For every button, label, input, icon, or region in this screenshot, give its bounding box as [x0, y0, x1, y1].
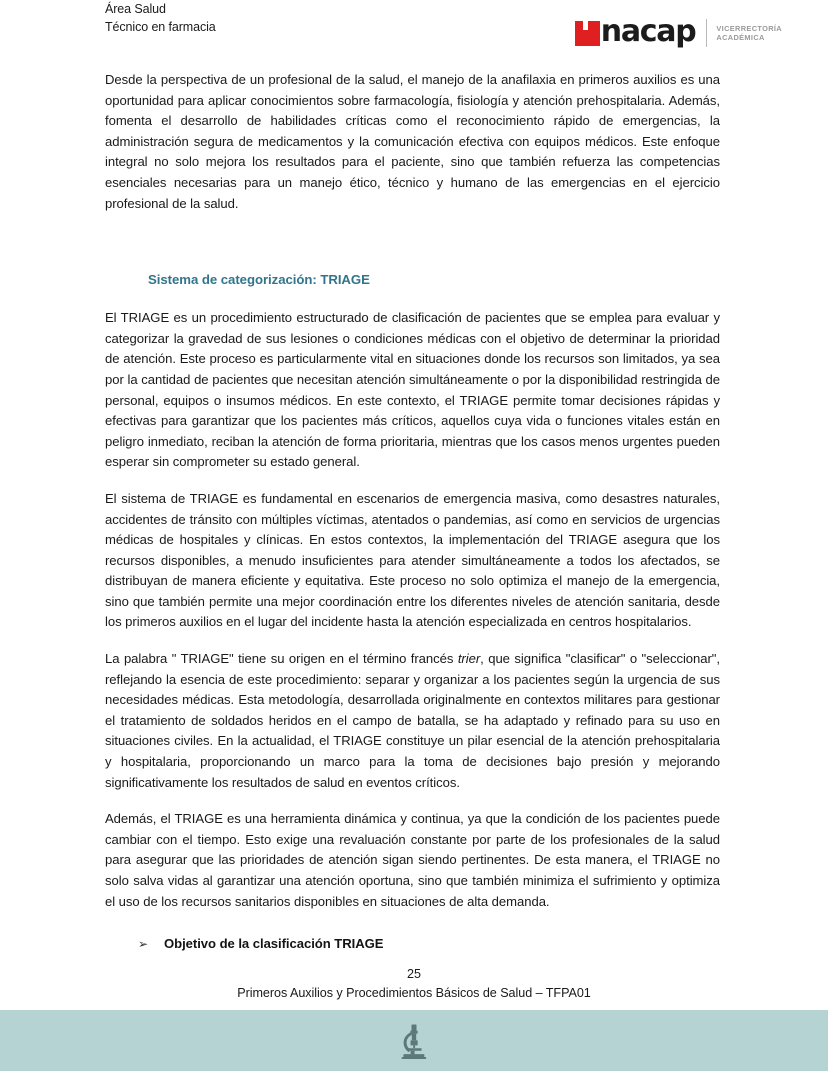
footer-band — [0, 1010, 828, 1071]
paragraph-triage-dynamic: Además, el TRIAGE es una herramienta dinámica y continua, ya que la condición de los pacientes puede cambiar con el tiempo. Esto exige una revaluación constante por parte de los profesionales de la salud para asegurar que las prioridades de atención sigan siendo pertinentes. De esta manera, el TRIAGE no solo salva vidas al garantizar una atención oportuna, sino que también minimiza el sufrimiento y optimiza el uso de los recursos sanitarios disponibles en situaciones de alta demanda. — [105, 811, 720, 909]
logo-subtitle-line2: ACADÉMICA — [716, 33, 765, 42]
footer-course-title: Primeros Auxilios y Procedimientos Básicos de Salud – TFPA01 — [237, 986, 591, 1000]
logo-subtitle — [716, 24, 782, 42]
bullet-label: Objetivo de la clasificación TRIAGE — [164, 936, 384, 951]
logo-subtitle-line1: VICERRECTORÍA — [716, 23, 782, 33]
header-area-line: Área Salud — [105, 2, 166, 16]
paragraph-triage-scenarios: El sistema de TRIAGE es fundamental en escenarios de emergencia masiva, como desastres naturales, accidentes de tránsito con múltiples víctimas, atentados o pandemias, así como en servicios de urgencias médicas de hospitales y clínicas. En estos contextos, la implementación del TRIAGE asegura que los recursos disponibles, a menudo insuficientes para atender simultáneamente a todos los afectados, se distribuyan de manera eficiente y equitativa. Este proceso no solo optimiza el manejo de la emergencia, sino que también permite una mejor coordinación entre los diferentes niveles de atención sanitaria, desde los primeros auxilios en el lugar del incidente hasta la atención especializada en centros hospitalarios. — [105, 490, 720, 630]
page-number: 25 — [406, 967, 421, 981]
arrowhead-bullet-icon: ➢ — [138, 937, 149, 951]
page-content — [105, 70, 720, 912]
logo-divider — [706, 19, 707, 47]
inacap-logo — [575, 16, 782, 50]
inacap-wordmark: nacap — [600, 14, 696, 49]
microscope-icon — [391, 1018, 437, 1064]
etymology-italic-term: trier — [457, 651, 481, 667]
heading-spacer — [105, 230, 720, 272]
paragraph-triage-definition: El TRIAGE es un procedimiento estructurado de clasificación de pacientes que se emplea para evaluar y categorizar la gravedad de sus lesiones o condiciones médicas con el objetivo de determinar la prioridad de atención. Este proceso es particularmente vital en situaciones donde los recursos son limitados, ya sea por la cantidad de pacientes que necesitan atención simultáneamente o por la disponibilidad restringida de personal, equipos o insumos médicos. En este contexto, el TRIAGE permite tomar decisiones rápidas y efectivas para garantizar que los pacientes más críticos, aquellos cuya vida o funciones vitales están en peligro inmediato, reciban la atención de forma prioritaria, mientras que los casos menos urgentes pueden esperar sin comprometer su estado general. — [105, 310, 720, 470]
header-career-line: Técnico en farmacia — [105, 19, 216, 34]
paragraph-triage-etymology — [105, 649, 720, 793]
etymology-text-part2: , que significa "clasificar" o "seleccionar", reflejando la esencia de este procedimiento: separar y organizar a los pacientes según la urgencia de sus necesidades médicas. Esta metodología, desarrollada originalmente en contextos militares para gestionar el tratamiento de soldados heridos en el campo de batalla, se ha adaptado y refinado para su uso en situaciones civiles. En la actualidad, el TRIAGE constituye un pilar esencial de la atención prehospitalaria y hospitalaria, proporcionando un marco para la toma de decisiones bajo presión y mejorando significativamente los resultados de salud en eventos críticos. — [105, 651, 720, 790]
header-program-info — [105, 1, 216, 36]
intro-paragraph: Desde la perspectiva de un profesional de la salud, el manejo de la anafilaxia en primeros auxilios es una oportunidad para aplicar conocimientos sobre farmacología, fisiología y atención prehospitalaria. Además, fomenta el desarrollo de habilidades críticas como el reconocimiento rápido de emergencias, la administración segura de medicamentos y la comunicación efectiva con equipos médicos. Este enfoque integral no solo mejora los resultados para el paciente, sino que también refuerza las competencias esenciales necesarias para un manejo ético, técnico y humano de las emergencias en el ejercicio profesional de la salud. — [105, 72, 720, 211]
page-header — [0, 0, 828, 62]
page-footer — [0, 965, 828, 1003]
section-heading: Sistema de categorización: TRIAGE — [148, 272, 370, 288]
bullet-objetivo-triage — [105, 936, 383, 951]
etymology-text-part1: La palabra " TRIAGE" tiene su origen en el término francés — [105, 651, 458, 667]
inacap-square-logo-icon — [575, 21, 600, 46]
